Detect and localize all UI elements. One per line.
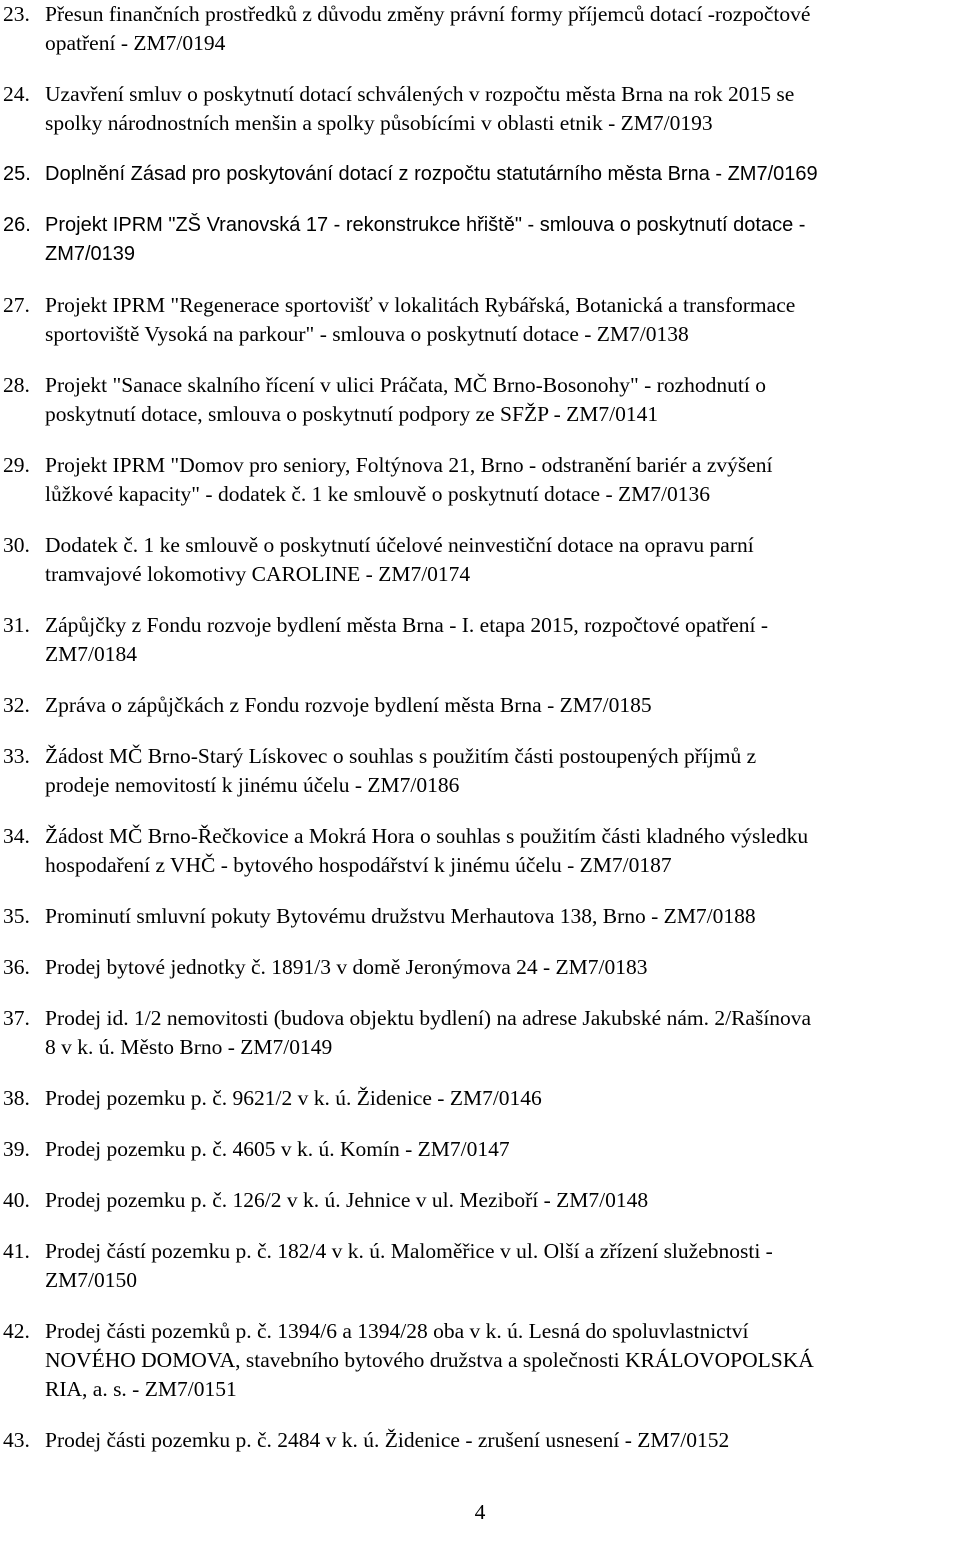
item-text-line: Prodej pozemku p. č. 126/2 v k. ú. Jehnice v ul. Meziboří - ZM7/0148	[45, 1188, 649, 1212]
agenda-item-31	[3, 611, 960, 669]
agenda-item-39	[3, 1135, 960, 1164]
item-text-line: Projekt IPRM "ZŠ Vranovská 17 - rekonstrukce hřiště" - smlouva o poskytnutí dotace -	[45, 214, 806, 236]
item-text-line: Prodej částí pozemku p. č. 182/4 v k. ú. Maloměřice v ul. Olší a zřízení služebnosti -	[45, 1239, 773, 1263]
item-number: 42.	[3, 1319, 30, 1343]
item-text-line: Prodej části pozemků p. č. 1394/6 a 1394/28 oba v k. ú. Lesná do spoluvlastnictví	[45, 1319, 749, 1343]
item-text-line: 8 v k. ú. Město Brno - ZM7/0149	[45, 1035, 333, 1059]
item-text-line: RIA, a. s. - ZM7/0151	[45, 1377, 237, 1401]
item-number: 39.	[3, 1137, 30, 1161]
item-number: 31.	[3, 613, 30, 637]
agenda-item-28	[3, 371, 960, 429]
item-number: 36.	[3, 955, 30, 979]
agenda-item-25	[3, 160, 960, 189]
item-number: 27.	[3, 293, 30, 317]
agenda-list	[3, 0, 960, 1477]
item-number: 33.	[3, 744, 30, 768]
agenda-item-27	[3, 291, 960, 349]
item-text-line: Zpráva o zápůjčkách z Fondu rozvoje bydlení města Brna - ZM7/0185	[45, 693, 652, 717]
agenda-item-29	[3, 451, 960, 509]
page-number: 4	[474, 1500, 486, 1524]
item-number: 35.	[3, 904, 30, 928]
item-text-line: Prominutí smluvní pokuty Bytovému družstvu Merhautova 138, Brno - ZM7/0188	[45, 904, 756, 928]
item-text-line: Prodej bytové jednotky č. 1891/3 v domě Jeronýmova 24 - ZM7/0183	[45, 955, 648, 979]
item-number: 29.	[3, 453, 30, 477]
item-text-line: ZM7/0184	[45, 642, 137, 666]
item-text-line: Žádost MČ Brno-Starý Lískovec o souhlas s použitím části postoupených příjmů z	[45, 744, 757, 768]
item-text-line: Zápůjčky z Fondu rozvoje bydlení města Brna - I. etapa 2015, rozpočtové opatření -	[45, 613, 769, 637]
item-number: 28.	[3, 373, 30, 397]
item-text-line: spolky národnostních menšin a spolky působícími v oblasti etnik - ZM7/0193	[45, 111, 713, 135]
agenda-item-34	[3, 822, 960, 880]
agenda-item-41	[3, 1237, 960, 1295]
item-number: 23.	[3, 2, 30, 26]
item-text-line: Prodej pozemku p. č. 9621/2 v k. ú. Židenice - ZM7/0146	[45, 1086, 542, 1110]
agenda-item-40	[3, 1186, 960, 1215]
item-number: 32.	[3, 693, 30, 717]
item-text-line: ZM7/0139	[45, 243, 136, 265]
item-number: 25.	[3, 163, 31, 185]
item-text-line: Dodatek č. 1 ke smlouvě o poskytnutí účelové neinvestiční dotace na opravu parní	[45, 533, 754, 557]
item-text-line: Žádost MČ Brno-Řečkovice a Mokrá Hora o souhlas s použitím části kladného výsledku	[45, 824, 809, 848]
item-text-line: NOVÉHO DOMOVA, stavebního bytového družstva a společnosti KRÁLOVOPOLSKÁ	[45, 1348, 814, 1372]
agenda-item-36	[3, 953, 960, 982]
item-text-line: tramvajové lokomotivy CAROLINE - ZM7/0174	[45, 562, 471, 586]
item-number: 34.	[3, 824, 30, 848]
item-text-line: Prodej části pozemku p. č. 2484 v k. ú. Židenice - zrušení usnesení - ZM7/0152	[45, 1428, 730, 1452]
item-text-line: ZM7/0150	[45, 1268, 137, 1292]
item-number: 26.	[3, 214, 31, 236]
item-text-line: hospodaření z VHČ - bytového hospodářství k jinému účelu - ZM7/0187	[45, 853, 672, 877]
agenda-item-42	[3, 1317, 960, 1404]
item-text-line: sportoviště Vysoká na parkour" - smlouva o poskytnutí dotace - ZM7/0138	[45, 322, 689, 346]
item-text-line: Projekt "Sanace skalního řícení v ulici Práčata, MČ Brno-Bosonohy" - rozhodnutí o	[45, 373, 766, 397]
item-text-line: Doplnění Zásad pro poskytování dotací z rozpočtu statutárního města Brna - ZM7/0169	[45, 163, 818, 185]
item-text-line: Projekt IPRM "Domov pro seniory, Foltýnova 21, Brno - odstranění bariér a zvýšení	[45, 453, 773, 477]
item-number: 43.	[3, 1428, 30, 1452]
item-number: 40.	[3, 1188, 30, 1212]
item-text-line: Prodej id. 1/2 nemovitosti (budova objektu bydlení) na adrese Jakubské nám. 2/Rašínova	[45, 1006, 812, 1030]
agenda-item-38	[3, 1084, 960, 1113]
item-text-line: Prodej pozemku p. č. 4605 v k. ú. Komín - ZM7/0147	[45, 1137, 510, 1161]
agenda-item-32	[3, 691, 960, 720]
agenda-item-43	[3, 1426, 960, 1455]
item-text-line: Projekt IPRM "Regenerace sportovišť v lokalitách Rybářská, Botanická a transformace	[45, 293, 796, 317]
item-number: 24.	[3, 82, 30, 106]
agenda-item-35	[3, 902, 960, 931]
agenda-item-26	[3, 211, 960, 269]
item-number: 38.	[3, 1086, 30, 1110]
agenda-item-23	[3, 0, 960, 58]
item-text-line: Uzavření smluv o poskytnutí dotací schválených v rozpočtu města Brna na rok 2015 se	[45, 82, 795, 106]
agenda-item-30	[3, 531, 960, 589]
item-text-line: lůžkové kapacity" - dodatek č. 1 ke smlouvě o poskytnutí dotace - ZM7/0136	[45, 482, 710, 506]
item-number: 41.	[3, 1239, 30, 1263]
agenda-item-37	[3, 1004, 960, 1062]
item-number: 37.	[3, 1006, 30, 1030]
item-text-line: opatření - ZM7/0194	[45, 31, 226, 55]
agenda-item-24	[3, 80, 960, 138]
item-text-line: prodeje nemovitostí k jinému účelu - ZM7/0186	[45, 773, 460, 797]
item-text-line: poskytnutí dotace, smlouva o poskytnutí podpory ze SFŽP - ZM7/0141	[45, 402, 659, 426]
agenda-item-33	[3, 742, 960, 800]
item-text-line: Přesun finančních prostředků z důvodu změny právní formy příjemců dotací -rozpočtové	[45, 2, 811, 26]
item-number: 30.	[3, 533, 30, 557]
